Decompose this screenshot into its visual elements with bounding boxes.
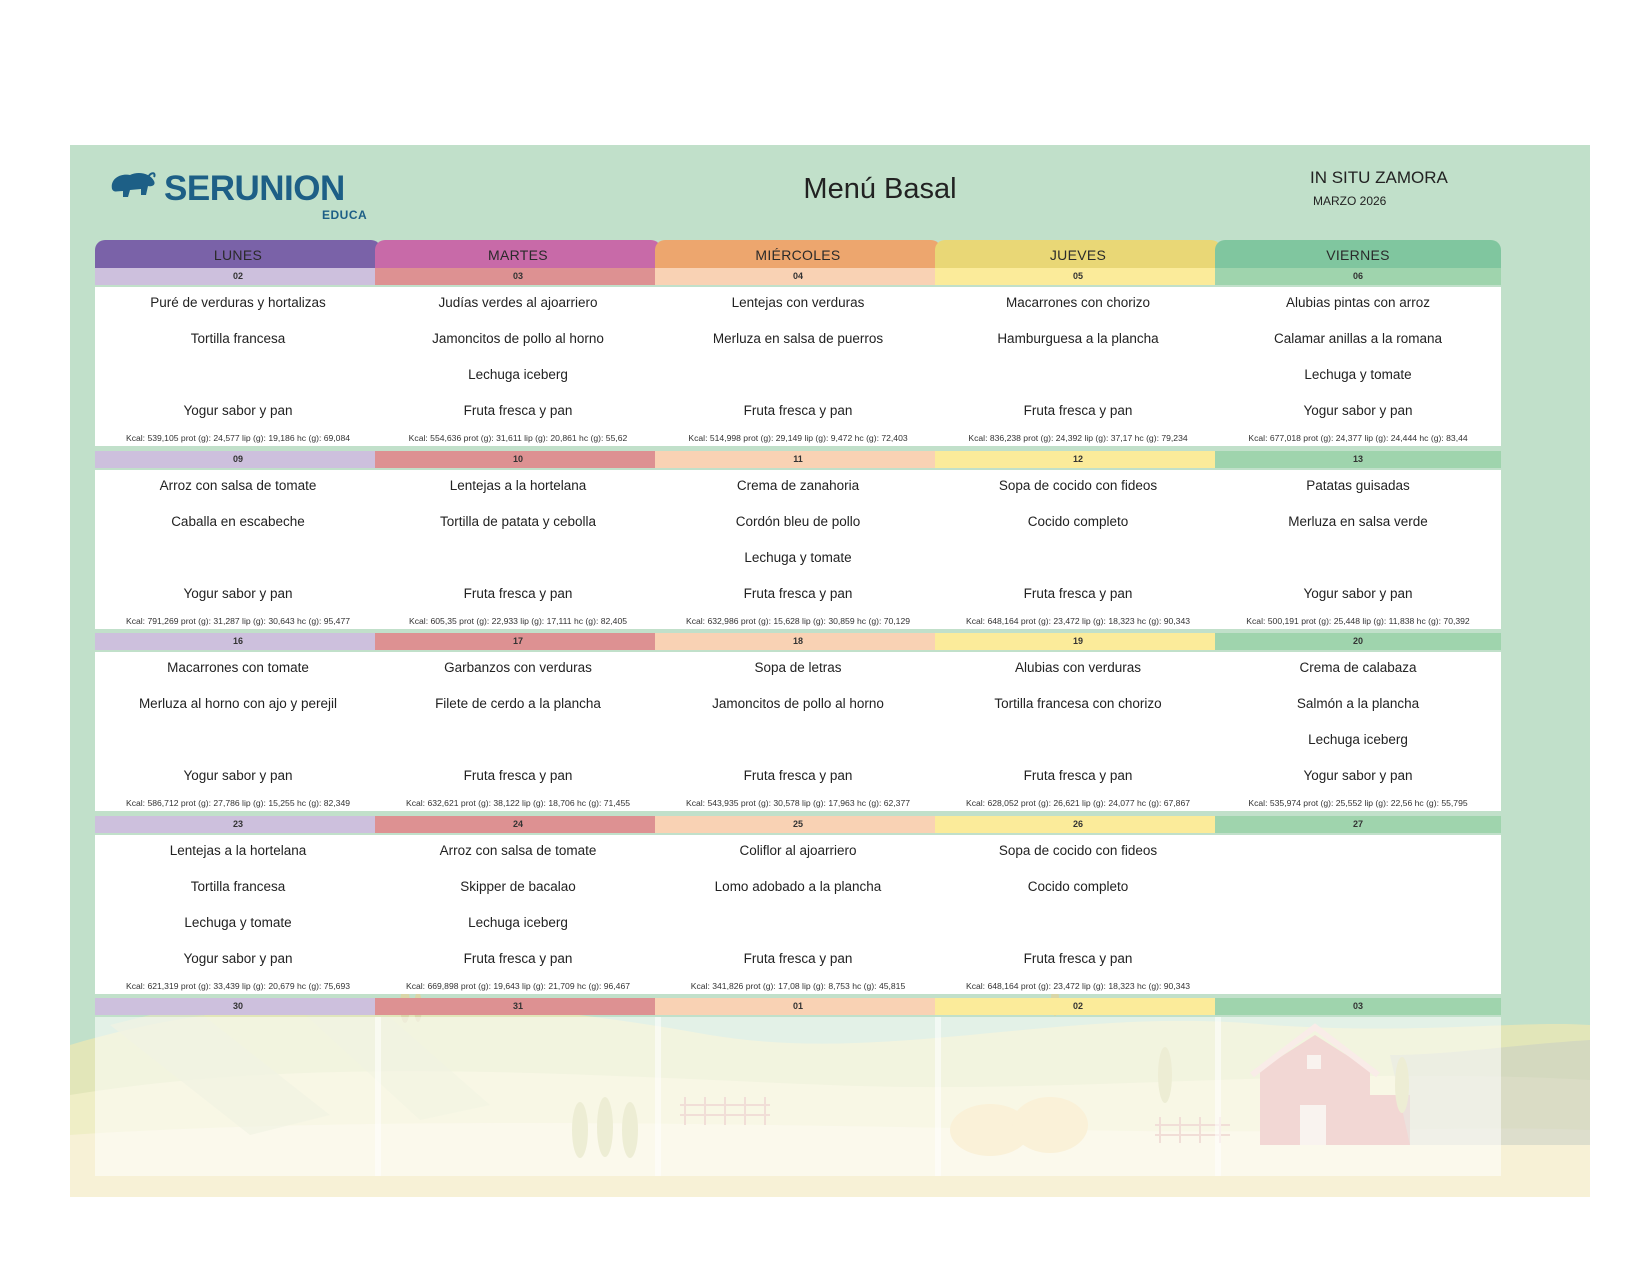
bison-logo-icon <box>108 169 158 203</box>
second-course: Tortilla francesa <box>190 331 286 346</box>
dessert: Fruta fresca y pan <box>1023 951 1133 966</box>
dessert: Yogur sabor y pan <box>183 403 293 418</box>
nutrition-info: Kcal: 632,986 prot (g): 15,628 lip (g): 30,859 hc (g): 70,129 <box>685 616 911 626</box>
menu-day-cell <box>935 998 1221 1176</box>
date-number: 31 <box>375 998 661 1015</box>
menu-day-cell <box>655 268 941 446</box>
date-number: 05 <box>935 268 1221 285</box>
first-course: Arroz con salsa de tomate <box>159 478 317 493</box>
second-course: Caballa en escabeche <box>171 514 305 529</box>
day-header: MIÉRCOLES <box>655 240 941 268</box>
first-course: Macarrones con tomate <box>167 660 309 675</box>
first-course: Coliflor al ajoarriero <box>739 843 857 858</box>
nutrition-info: Kcal: 648,164 prot (g): 23,472 lip (g): 18,323 hc (g): 90,343 <box>965 981 1191 991</box>
nutrition-info: Kcal: 554,636 prot (g): 31,611 lip (g): 20,861 hc (g): 55,62 <box>408 433 628 443</box>
date-number: 17 <box>375 633 661 650</box>
first-course: Crema de calabaza <box>1299 660 1417 675</box>
first-course: Macarrones con chorizo <box>1005 295 1151 310</box>
date-number: 12 <box>935 451 1221 468</box>
menu-day-cell <box>935 268 1221 446</box>
dessert: Fruta fresca y pan <box>743 951 853 966</box>
second-course: Tortilla francesa <box>190 879 286 894</box>
menu-cell-body <box>655 835 941 994</box>
first-course: Garbanzos con verduras <box>444 660 592 675</box>
second-course: Calamar anillas a la romana <box>1273 331 1443 346</box>
dessert: Fruta fresca y pan <box>463 951 573 966</box>
menu-cell-body <box>935 835 1221 994</box>
menu-cell-body <box>655 652 941 811</box>
date-number: 16 <box>95 633 381 650</box>
dessert: Yogur sabor y pan <box>183 586 293 601</box>
second-course: Skipper de bacalao <box>460 879 576 894</box>
page-title: Menú Basal <box>803 173 957 205</box>
first-course: Puré de verduras y hortalizas <box>150 295 326 310</box>
dessert: Fruta fresca y pan <box>1023 768 1133 783</box>
date-number: 04 <box>655 268 941 285</box>
day-header: VIERNES <box>1215 240 1501 268</box>
date-number: 02 <box>95 268 381 285</box>
menu-cell-body <box>95 1017 381 1176</box>
day-column-4 <box>1215 240 1501 1011</box>
menu-cell-body <box>655 1017 941 1176</box>
date-number: 30 <box>95 998 381 1015</box>
menu-cell-body <box>375 652 661 811</box>
menu-day-cell <box>655 998 941 1176</box>
dessert: Yogur sabor y pan <box>1303 768 1413 783</box>
menu-cell-body <box>655 287 941 446</box>
menu-cell-body <box>95 470 381 629</box>
second-course: Jamoncitos de pollo al horno <box>432 331 604 346</box>
nutrition-info: Kcal: 543,935 prot (g): 30,578 lip (g): 17,963 hc (g): 62,377 <box>685 798 911 808</box>
day-column-3 <box>935 240 1221 1011</box>
serunion-logo <box>108 167 368 222</box>
dessert: Fruta fresca y pan <box>463 586 573 601</box>
date-number: 09 <box>95 451 381 468</box>
second-course: Filete de cerdo a la plancha <box>435 696 601 711</box>
side-dish: Lechuga iceberg <box>1308 732 1408 747</box>
first-course: Lentejas a la hortelana <box>169 843 307 858</box>
dessert: Yogur sabor y pan <box>1303 586 1413 601</box>
second-course: Hamburguesa a la plancha <box>997 331 1159 346</box>
menu-day-cell <box>95 998 381 1176</box>
first-course: Judías verdes al ajoarriero <box>438 295 598 310</box>
menu-day-cell <box>1215 451 1501 629</box>
date-number: 10 <box>375 451 661 468</box>
menu-cell-body <box>935 1017 1221 1176</box>
dessert: Fruta fresca y pan <box>743 586 853 601</box>
day-header: MARTES <box>375 240 661 268</box>
menu-day-cell <box>655 633 941 811</box>
menu-day-cell <box>655 451 941 629</box>
menu-cell-body <box>95 652 381 811</box>
first-course: Sopa de letras <box>754 660 842 675</box>
date-number: 24 <box>375 816 661 833</box>
menu-day-cell <box>1215 268 1501 446</box>
menu-cell-body <box>375 835 661 994</box>
second-course: Merluza al horno con ajo y perejil <box>138 696 338 711</box>
side-dish: Lechuga iceberg <box>468 915 568 930</box>
center-name: IN SITU ZAMORA <box>1310 168 1448 187</box>
menu-cell-body <box>1215 652 1501 811</box>
day-column-1 <box>375 240 661 1011</box>
nutrition-info: Kcal: 341,826 prot (g): 17,08 lip (g): 8,753 hc (g): 45,815 <box>690 981 906 991</box>
first-course: Arroz con salsa de tomate <box>439 843 597 858</box>
menu-day-cell <box>1215 816 1501 994</box>
nutrition-info: Kcal: 669,898 prot (g): 19,643 lip (g): 21,709 hc (g): 96,467 <box>405 981 631 991</box>
dessert: Fruta fresca y pan <box>463 768 573 783</box>
first-course: Patatas guisadas <box>1306 478 1410 493</box>
date-number: 26 <box>935 816 1221 833</box>
menu-day-cell <box>375 268 661 446</box>
menu-day-cell <box>95 633 381 811</box>
menu-cell-body <box>935 470 1221 629</box>
first-course: Sopa de cocido con fideos <box>998 843 1158 858</box>
menu-month: MARZO 2026 <box>1313 194 1387 208</box>
menu-day-cell <box>375 998 661 1176</box>
nutrition-info: Kcal: 648,164 prot (g): 23,472 lip (g): 18,323 hc (g): 90,343 <box>965 616 1191 626</box>
date-number: 11 <box>655 451 941 468</box>
nutrition-info: Kcal: 628,052 prot (g): 26,621 lip (g): 24,077 hc (g): 67,867 <box>965 798 1191 808</box>
dessert: Fruta fresca y pan <box>743 768 853 783</box>
date-number: 19 <box>935 633 1221 650</box>
nutrition-info: Kcal: 514,998 prot (g): 29,149 lip (g): 9,472 hc (g): 72,403 <box>688 433 908 443</box>
first-course: Lentejas con verduras <box>731 295 865 310</box>
nutrition-info: Kcal: 632,621 prot (g): 38,122 lip (g): 18,706 hc (g): 71,455 <box>405 798 631 808</box>
date-number: 03 <box>1215 998 1501 1015</box>
menu-day-cell <box>375 816 661 994</box>
menu-day-cell <box>95 268 381 446</box>
day-header: LUNES <box>95 240 381 268</box>
menu-cell-body <box>655 470 941 629</box>
menu-day-cell <box>375 633 661 811</box>
first-course: Crema de zanahoria <box>736 478 860 493</box>
menu-day-cell <box>935 451 1221 629</box>
second-course: Jamoncitos de pollo al horno <box>712 696 884 711</box>
date-number: 13 <box>1215 451 1501 468</box>
date-number: 23 <box>95 816 381 833</box>
day-column-2 <box>655 240 941 1011</box>
menu-board <box>70 145 1590 1197</box>
nutrition-info: Kcal: 791,269 prot (g): 31,287 lip (g): 30,643 hc (g): 95,477 <box>125 616 351 626</box>
menu-day-cell <box>375 451 661 629</box>
second-course: Lomo adobado a la plancha <box>714 879 882 894</box>
brand-name: SERUNION <box>164 169 345 208</box>
date-number: 01 <box>655 998 941 1015</box>
dessert: Yogur sabor y pan <box>183 951 293 966</box>
menu-day-cell <box>655 816 941 994</box>
nutrition-info: Kcal: 535,974 prot (g): 25,552 lip (g): 22,56 hc (g): 55,795 <box>1248 798 1468 808</box>
nutrition-info: Kcal: 677,018 prot (g): 24,377 lip (g): 24,444 hc (g): 83,44 <box>1248 433 1468 443</box>
nutrition-info: Kcal: 586,712 prot (g): 27,786 lip (g): 15,255 hc (g): 82,349 <box>125 798 351 808</box>
nutrition-info: Kcal: 836,238 prot (g): 24,392 lip (g): 37,17 hc (g): 79,234 <box>968 433 1188 443</box>
menu-cell-body <box>1215 470 1501 629</box>
nutrition-info: Kcal: 621,319 prot (g): 33,439 lip (g): 20,679 hc (g): 75,693 <box>125 981 351 991</box>
dessert: Yogur sabor y pan <box>1303 403 1413 418</box>
first-course: Lentejas a la hortelana <box>449 478 587 493</box>
second-course: Merluza en salsa de puerros <box>712 331 884 346</box>
nutrition-info: Kcal: 605,35 prot (g): 22,933 lip (g): 17,111 hc (g): 82,405 <box>409 616 627 626</box>
menu-cell-body <box>1215 287 1501 446</box>
first-course: Alubias con verduras <box>1014 660 1142 675</box>
menu-cell-body <box>375 1017 661 1176</box>
second-course: Salmón a la plancha <box>1296 696 1420 711</box>
menu-day-cell <box>95 451 381 629</box>
dessert: Fruta fresca y pan <box>463 403 573 418</box>
menu-cell-body <box>1215 1017 1501 1176</box>
menu-cell-body <box>935 652 1221 811</box>
menu-cell-body <box>95 287 381 446</box>
side-dish: Lechuga y tomate <box>1304 367 1412 382</box>
menu-cell-body <box>95 835 381 994</box>
menu-cell-body <box>375 470 661 629</box>
second-course: Cordón bleu de pollo <box>735 514 861 529</box>
date-number: 06 <box>1215 268 1501 285</box>
dessert: Fruta fresca y pan <box>1023 403 1133 418</box>
menu-day-cell <box>95 816 381 994</box>
first-course: Sopa de cocido con fideos <box>998 478 1158 493</box>
date-number: 25 <box>655 816 941 833</box>
second-course: Tortilla francesa con chorizo <box>994 696 1162 711</box>
brand-sub: EDUCA <box>322 208 368 222</box>
menu-day-cell <box>935 816 1221 994</box>
nutrition-info: Kcal: 500,191 prot (g): 25,448 lip (g): 11,838 hc (g): 70,392 <box>1246 616 1470 626</box>
menu-cell-body <box>1215 835 1501 994</box>
menu-day-cell <box>1215 998 1501 1176</box>
day-header: JUEVES <box>935 240 1221 268</box>
day-column-0 <box>95 240 381 1011</box>
second-course: Cocido completo <box>1027 514 1129 529</box>
menu-cell-body <box>375 287 661 446</box>
side-dish: Lechuga y tomate <box>744 550 852 565</box>
side-dish: Lechuga iceberg <box>468 367 568 382</box>
second-course: Cocido completo <box>1027 879 1129 894</box>
date-number: 27 <box>1215 816 1501 833</box>
second-course: Tortilla de patata y cebolla <box>439 514 597 529</box>
menu-day-cell <box>935 633 1221 811</box>
menu-day-cell <box>1215 633 1501 811</box>
dessert: Fruta fresca y pan <box>743 403 853 418</box>
second-course: Merluza en salsa verde <box>1288 514 1428 529</box>
date-number: 20 <box>1215 633 1501 650</box>
dessert: Yogur sabor y pan <box>183 768 293 783</box>
side-dish: Lechuga y tomate <box>184 915 292 930</box>
date-number: 03 <box>375 268 661 285</box>
menu-cell-body <box>935 287 1221 446</box>
first-course: Alubias pintas con arroz <box>1285 295 1431 310</box>
nutrition-info: Kcal: 539,105 prot (g): 24,577 lip (g): 19,186 hc (g): 69,084 <box>125 433 351 443</box>
dessert: Fruta fresca y pan <box>1023 586 1133 601</box>
date-number: 18 <box>655 633 941 650</box>
date-number: 02 <box>935 998 1221 1015</box>
